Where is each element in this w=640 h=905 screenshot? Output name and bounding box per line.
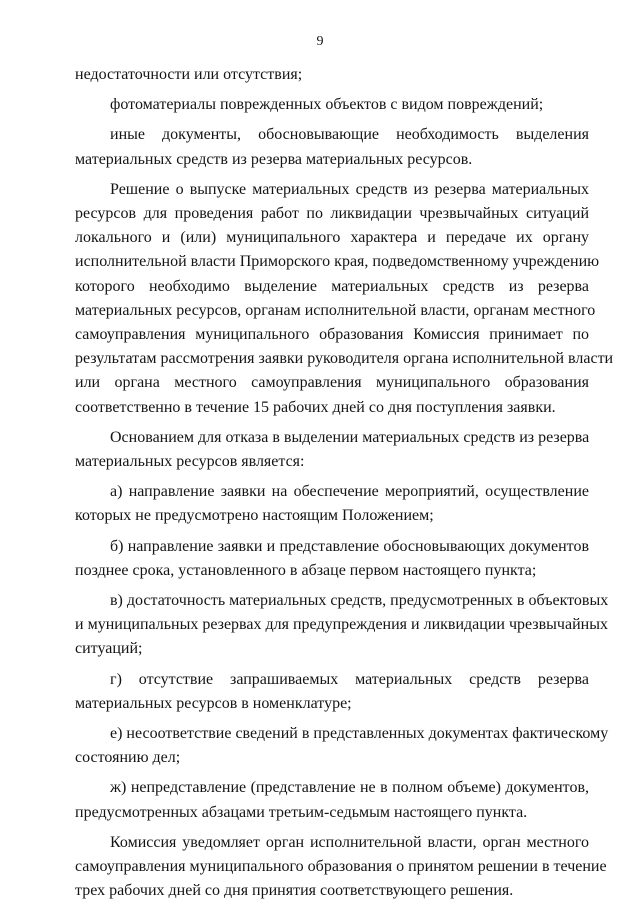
paragraph-other-documents xyxy=(75,123,589,171)
text-line: исполнительной власти Приморского края, подведомственному учреждению xyxy=(75,253,600,271)
text-line: состоянию дел; xyxy=(75,749,181,767)
text-line: соответственно в течение 15 рабочих дней со дня поступления заявки. xyxy=(75,398,556,416)
paragraph-decision xyxy=(75,178,614,420)
text-line: ситуаций; xyxy=(75,640,143,658)
list-item-g xyxy=(75,668,589,716)
paragraph-refusal-grounds xyxy=(75,426,589,474)
text-line: самоуправления муниципального образования о принятом решении в течение xyxy=(75,858,607,876)
text-line: б) направление заявки и представление обосновывающих документов xyxy=(110,537,589,555)
text-line: в) достаточность материальных средств, предусмотренных в объектовых xyxy=(110,592,609,610)
text-line: Комиссия уведомляет орган исполнительной власти, орган местного xyxy=(110,833,589,851)
document-body xyxy=(75,63,614,904)
text-line: или органа местного самоуправления муниципального образования xyxy=(75,374,589,392)
text-line: которого необходимо выделение материальных средств из резерва xyxy=(75,277,589,295)
list-item-e xyxy=(75,722,609,770)
text-line: г) отсутствие запрашиваемых материальных средств резерва xyxy=(110,670,589,688)
paragraph-continuation xyxy=(75,63,589,87)
text-line: а) направление заявки на обеспечение мероприятий, осуществление xyxy=(110,483,589,501)
list-item-b xyxy=(75,535,589,583)
text-line: самоуправления муниципального образования Комиссия принимает по xyxy=(75,326,589,344)
list-item-zh xyxy=(75,776,589,824)
text-line: локального и (или) муниципального характера и передаче их органу xyxy=(75,229,589,247)
text-line: и муниципальных резервах для предупреждения и ликвидации чрезвычайных xyxy=(75,616,608,634)
paragraph-commission-notice xyxy=(75,831,607,904)
page-number: 9 xyxy=(316,34,324,49)
text-line: материальных ресурсов в номенклатуре; xyxy=(75,694,352,712)
text-line: предусмотренных абзацами третьим-седьмым настоящего пункта. xyxy=(75,803,528,821)
text-line: ж) непредставление (представление не в полном объеме) документов, xyxy=(110,779,589,797)
list-item-v xyxy=(75,589,609,662)
text-line: результатам рассмотрения заявки руководителя органа исполнительной власти xyxy=(75,350,614,368)
text-line: Решение о выпуске материальных средств из резерва материальных xyxy=(110,180,589,198)
text-line: трех рабочих дней со дня принятия соответствующего решения. xyxy=(75,882,514,900)
paragraph-photo-materials xyxy=(75,93,589,117)
text-line: которых не предусмотрено настоящим Положением; xyxy=(75,507,434,525)
text-line: е) несоответствие сведений в представленных документах фактическому xyxy=(110,725,609,743)
text-line: позднее срока, установленного в абзаце первом настоящего пункта; xyxy=(75,561,537,579)
text-line: недостаточности или отсутствия; xyxy=(75,66,303,83)
text-line: Основанием для отказа в выделении материальных средств из резерва xyxy=(110,428,590,446)
text-line: материальных ресурсов, органам исполнительной власти, органам местного xyxy=(75,301,596,319)
text-line: фотоматериалы поврежденных объектов с видом повреждений; xyxy=(110,96,544,114)
text-line: материальных ресурсов является: xyxy=(75,453,305,471)
text-line: иные документы, обосновывающие необходимость выделения xyxy=(110,126,589,144)
text-line: материальных средств из резерва материальных ресурсов. xyxy=(75,150,473,168)
text-line: ресурсов для проведения работ по ликвидации чрезвычайных ситуаций xyxy=(75,205,589,223)
list-item-a xyxy=(75,480,589,528)
